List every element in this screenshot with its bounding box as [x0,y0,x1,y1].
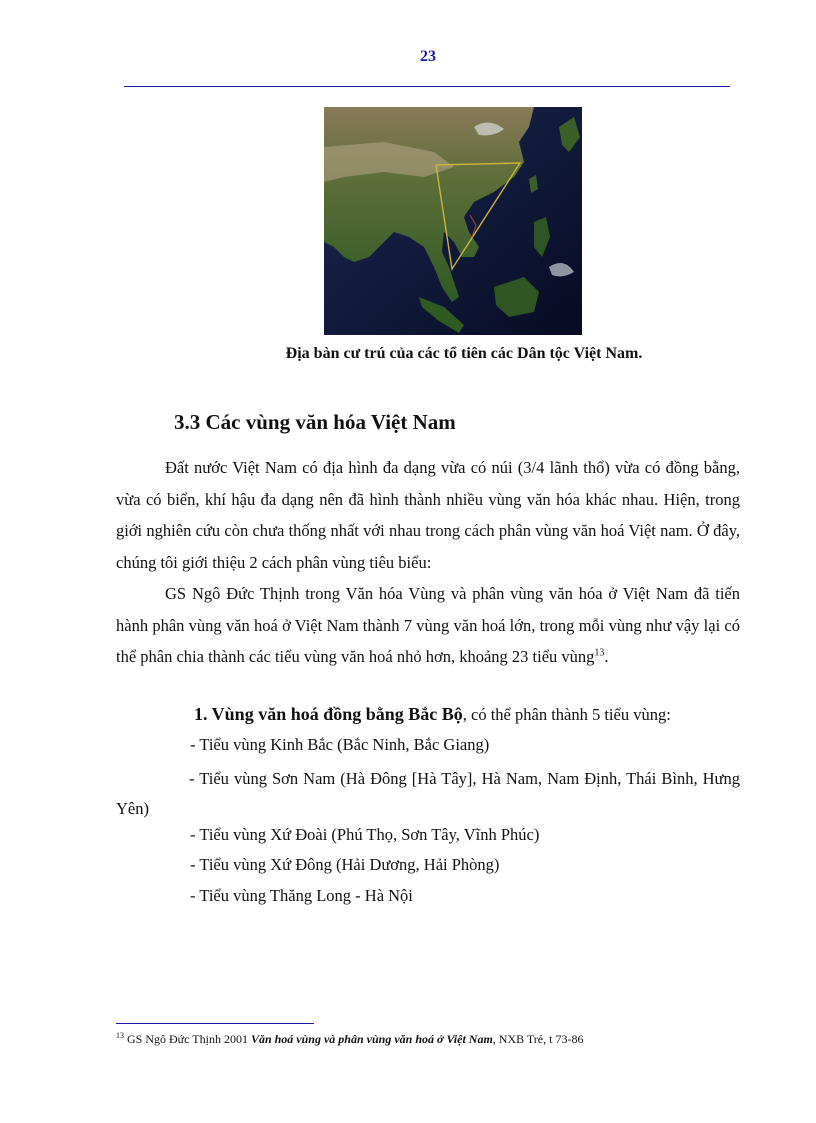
paragraph-2 [116,578,740,673]
paragraph-2-end: . [604,647,609,666]
subregion-item: - Tiểu vùng Sơn Nam (Hà Đông [Hà Tây], Hà Nam, Nam Định, Thái Bình, Hưng Yên) [116,769,740,818]
section-heading: 3.3 Các vùng văn hóa Việt Nam [174,410,456,434]
subregion-item: - Tiểu vùng Kinh Bắc (Bắc Ninh, Bắc Giang) [190,735,490,754]
region-suffix: , có thể phân thành 5 tiểu vùng: [462,705,671,724]
subregion-item: - Tiểu vùng Xứ Đoài (Phú Thọ, Sơn Tây, Vĩnh Phúc) [190,825,540,844]
header-rule [124,86,730,87]
southeast-asia-satellite-map [324,107,582,335]
footnote [116,1032,583,1047]
subregion-item: - Tiểu vùng Xứ Đông (Hải Dương, Hải Phòng) [190,855,500,874]
footnote-rule [116,1023,314,1024]
footnote-number: 13 [116,1031,124,1040]
satellite-map-image [324,107,582,335]
footnote-title: Văn hoá vùng và phân vùng văn hoá ở Việt Nam [250,1032,493,1046]
figure-caption: Địa bàn cư trú của các tổ tiên các Dân tộc Việt Nam. [285,345,643,362]
footnote-ref[interactable]: 13 [594,647,605,659]
paragraph-2-text: GS Ngô Đức Thịnh trong Văn hóa Vùng và phân vùng văn hóa ở Việt Nam đã tiến hành phân vùng văn hoá ở Việt Nam thành 7 vùng văn hoá lớn, trong mỗi vùng như vậy lại có thể phân chia thành các tiểu vùng văn hoá nhỏ hơn, khoảng 23 tiểu vùng [116,584,740,666]
subregion-item: - Tiểu vùng Thăng Long - Hà Nội [190,886,413,905]
paragraph-1: Đất nước Việt Nam có địa hình đa dạng vừa có núi (3/4 lãnh thổ) vừa có đồng bằng, vừa có biển, khí hậu đa dạng nên đã hình thành nhiều vùng văn hóa khác nhau. Hiện, trong giới nghiên cứu còn chưa thống nhất với nhau trong cách phân vùng văn hoá Việt nam. Ở đây, chúng tôi giới thiệu 2 cách phân vùng tiêu biểu: [116,458,740,572]
page-number: 23 [420,48,436,65]
footnote-publisher: , NXB Trẻ, t 73-86 [492,1032,584,1046]
footnote-author: GS Ngô Đức Thịnh 2001 [124,1032,251,1046]
region-title: 1. Vùng văn hoá đồng bằng Bắc Bộ [194,704,463,724]
region-heading [194,704,671,725]
